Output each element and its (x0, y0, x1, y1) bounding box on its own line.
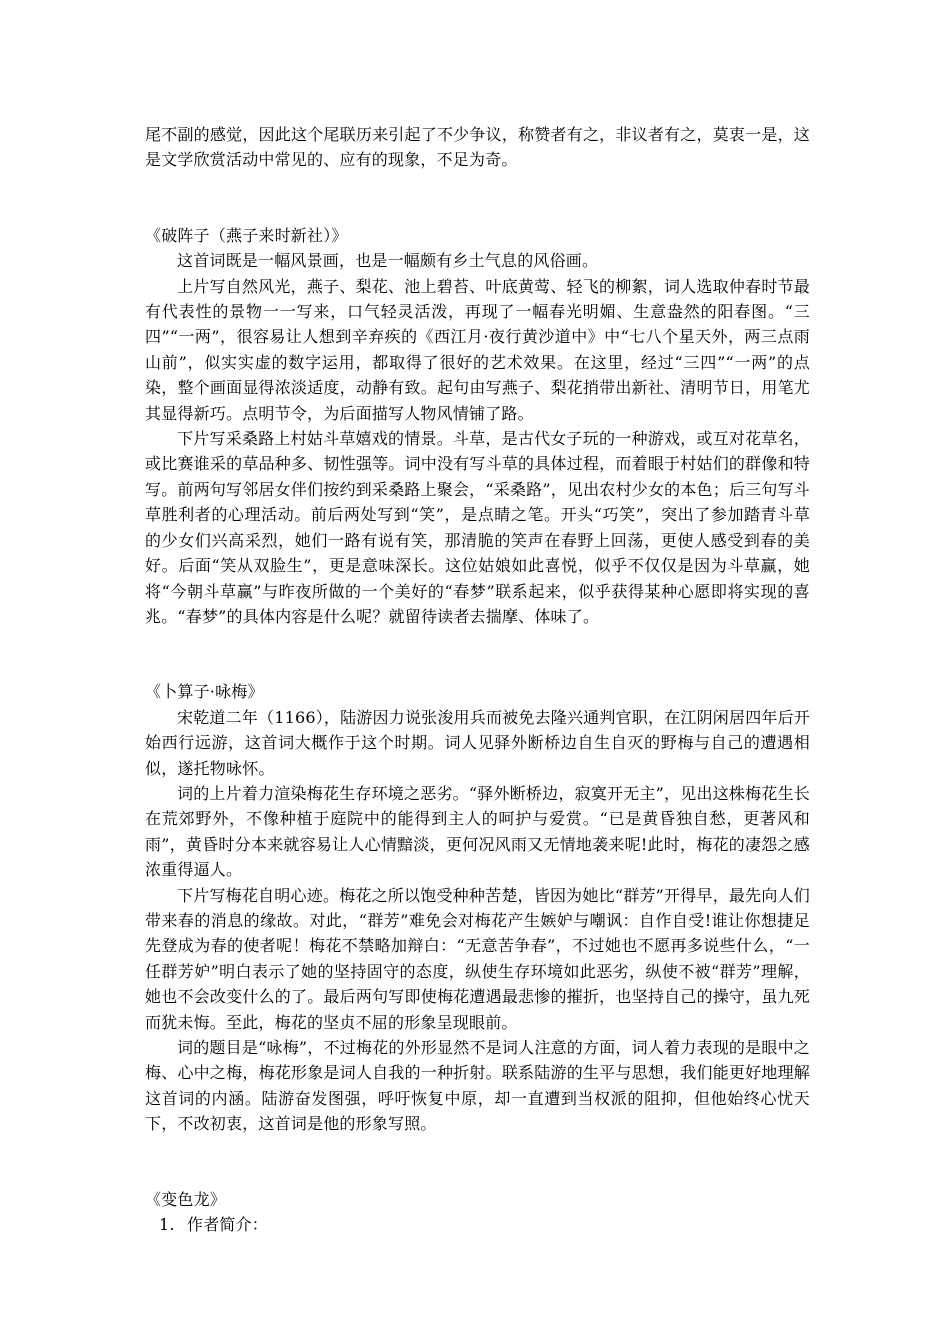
spacer (145, 654, 810, 679)
paragraph: 下片写梅花自明心迹。梅花之所以饱受种种苦楚，皆因为她比“群芳”开得早，最先向人们带来春的消息的缘故。对此，“群芳”难免会对梅花产生嫉妒与嘲讽：自作自受!谁让你想捷足先登成为春的使者呢！梅花不禁略加辩白：“无意苦争春”，不过她也不愿再多说些什么，“一任群芳妒”明白表示了她的坚持固守的态度，纵使生存环境如此恶劣，纵使不被“群芳”理解，她也不会改变什么的了。最后两句写即使梅花遭遇最悲惨的摧折，也坚持自己的操守，虽九死而犹未悔。至此，梅花的坚贞不屈的形象呈现眼前。 (145, 885, 810, 1032)
spacer (145, 629, 810, 654)
list-item (145, 1212, 810, 1237)
list-text: 作者简介： (187, 1215, 269, 1235)
spacer (145, 198, 810, 223)
section-title-pozhenzi: 《破阵子（燕子来时新社）》 (145, 225, 348, 245)
document-page (145, 122, 810, 1237)
spacer (145, 173, 810, 198)
list-number: 1. (159, 1215, 175, 1235)
spacer (145, 1162, 810, 1187)
paragraph: 词的题目是“咏梅”，不过梅花的外形显然不是词人注意的方面，词人着力表现的是眼中之梅、心中之梅，梅花形象是词人自我的一种折射。联系陆游的生平与思想，我们能更好地理解这首词的内涵。陆游奋发图强，呼吁恢复中原，却一直遭到当权派的阻抑，但他始终心忧天下，不改初衷，这首词是他的形象写照。 (145, 1038, 810, 1134)
section-title-bianselong: 《变色龙》 (145, 1189, 227, 1209)
paragraph: 这首词既是一幅风景画，也是一幅颇有乡土气息的风俗画。 (177, 251, 599, 271)
continuation-paragraph: 尾不副的感觉，因此这个尾联历来引起了不少争议，称赞者有之，非议者有之，莫衷一是，这是文学欣赏活动中常见的、应有的现象，不足为奇。 (145, 125, 810, 170)
paragraph: 上片写自然风光，燕子、梨花、池上碧苔、叶底黄莺、轻飞的柳絮，词人选取仲春时节最有代表性的景物一一写来，口气轻灵活泼，再现了一幅春光明媚、生意盎然的阳春图。“三四”“一两”，很容易让人想到辛弃疾的《西江月·夜行黄沙道中》中“七八个星天外，两三点雨山前”，似实实虚的数字运用，都取得了很好的艺术效果。在这里，经过“三四”“一两”的点染，整个画面显得浓淡适度，动静有致。起句由写燕子、梨花捎带出新社、清明节日，用笔尤其显得新巧。点明节令，为后面描写人物风情铺了路。 (145, 276, 810, 423)
section-title-busuanzi: 《卜算子·咏梅》 (145, 682, 264, 702)
spacer (145, 1137, 810, 1162)
paragraph: 宋乾道二年（1166），陆游因力说张浚用兵而被免去隆兴通判官职，在江阴闲居四年后开始西行远游，这首词大概作于这个时期。词人见驿外断桥边自生自灭的野梅与自己的遭遇相似，遂托物咏怀。 (145, 707, 810, 778)
paragraph: 下片写采桑路上村姑斗草嬉戏的情景。斗草，是古代女子玩的一种游戏，或互对花草名，或比赛谁采的草品种多、韧性强等。词中没有写斗草的具体过程，而着眼于村姑们的群像和特写。前两句写邻居女伴们按约到采桑路上聚会，“采桑路”，见出农村少女的本色；后三句写斗草胜利者的心理活动。前后两处写到“笑”，是点睛之笔。开头“巧笑”，突出了参加踏青斗草的少女们兴高采烈，她们一路有说有笑，那清脆的笑声在春野上回荡，更使人感受到春的美好。后面“笑从双脸生”，更是意味深长。这位姑娘如此喜悦，似乎不仅仅是因为斗草赢，她将“今朝斗草赢”与昨夜所做的一个美好的“春梦”联系起来，似乎获得某种心愿即将实现的喜兆。“春梦”的具体内容是什么呢？就留待读者去揣摩、体味了。 (145, 429, 810, 626)
paragraph: 词的上片着力渲染梅花生存环境之恶劣。“驿外断桥边，寂寞开无主”，见出这株梅花生长在荒郊野外，不像种植于庭院中的能得到主人的呵护与爱赏。“已是黄昏独自愁，更著风和雨”，黄昏时分本来就容易让人心情黯淡，更何况风雨又无情地袭来呢!此时，梅花的凄怨之感浓重得逼人。 (145, 783, 810, 880)
